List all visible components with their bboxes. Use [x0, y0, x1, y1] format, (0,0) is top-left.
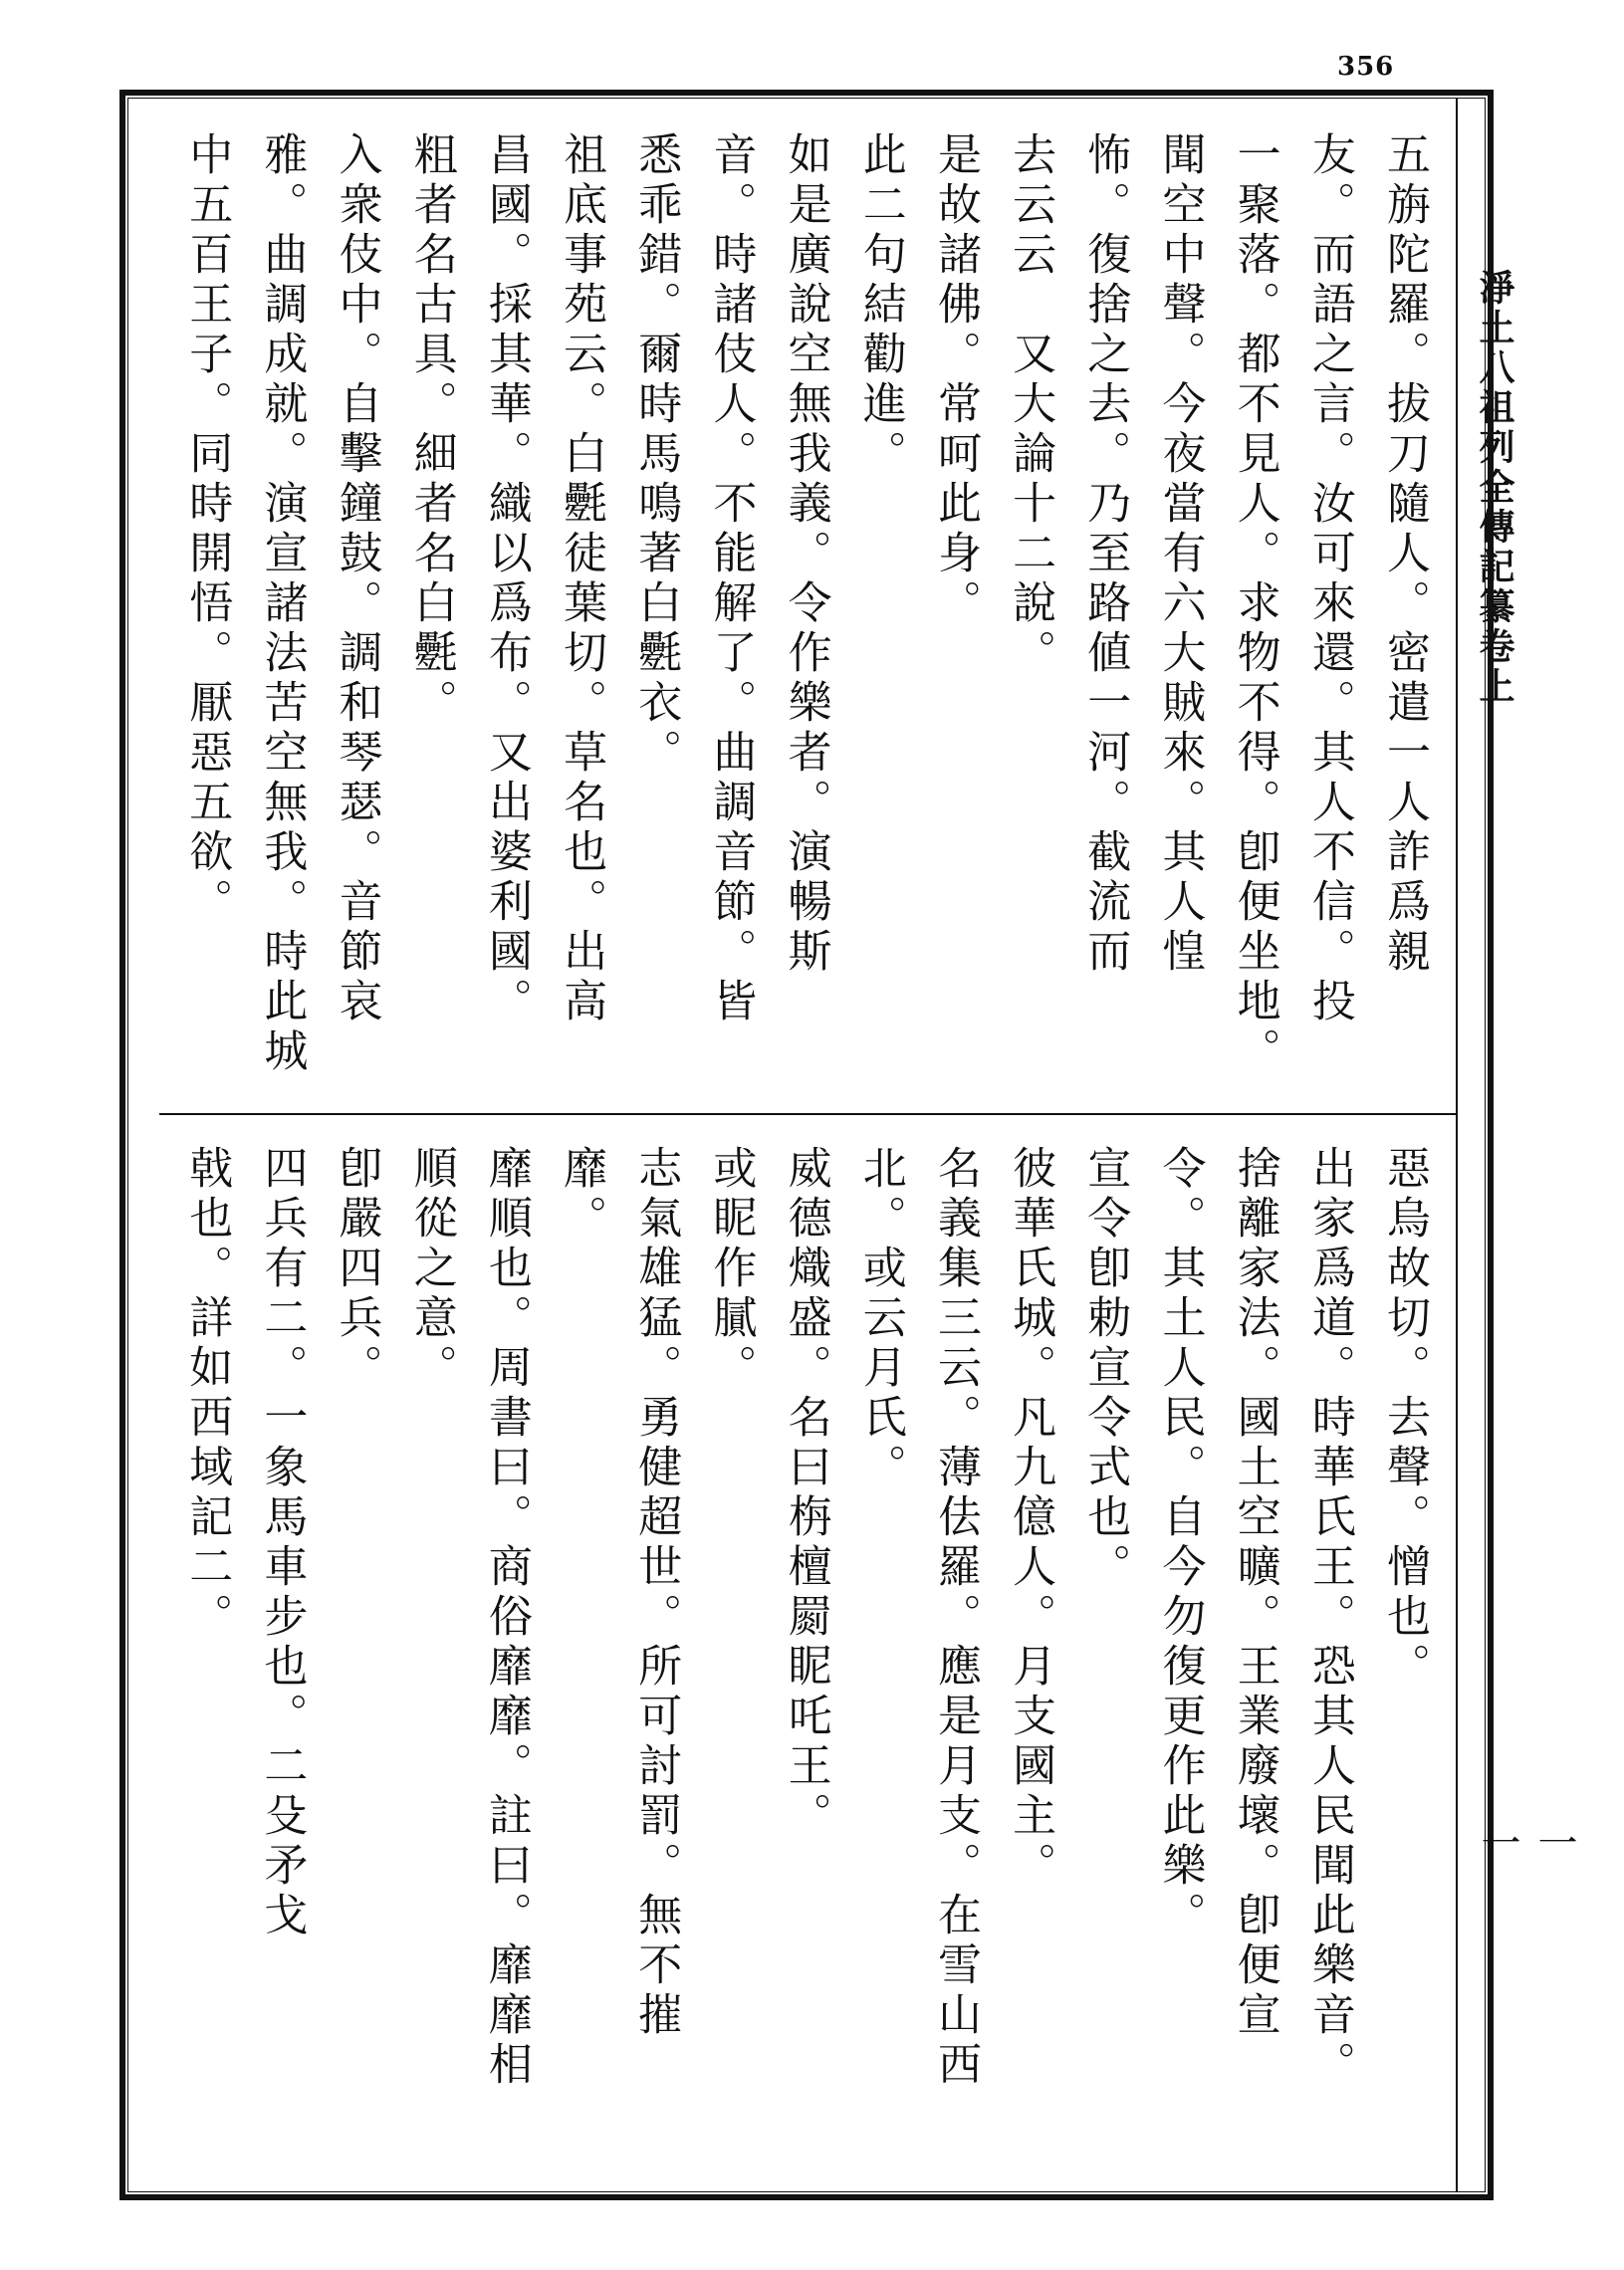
- text-column: 靡順也。周書曰。商俗靡靡。註曰。靡靡相: [480, 1145, 532, 2091]
- text-column: 粗者名古具。細者名白氎。: [405, 131, 457, 729]
- text-column: 順從之意。: [405, 1145, 457, 1394]
- text-area: [169, 110, 1442, 2180]
- lower-text-block: [169, 1145, 1442, 2160]
- text-column: 怖。復捨之去。乃至路値一河。截流而: [1079, 131, 1131, 978]
- sidebar-divider: [1456, 98, 1458, 2192]
- sidebar: [1462, 269, 1577, 1866]
- text-column: 聞空中聲。今夜當有六大賊來。其人惶: [1154, 131, 1206, 978]
- section-divider: [159, 1113, 1456, 1115]
- text-column: 令。其土人民。自今勿復更作此樂。: [1154, 1145, 1206, 1941]
- text-column: 四兵有二。一象馬車步也。二殳矛戈: [256, 1145, 308, 1941]
- text-column: 五旃陀羅。拔刀隨人。密遣一人詐爲親: [1379, 131, 1430, 978]
- text-column: 靡。: [556, 1145, 607, 1245]
- text-column: 彼華氏城。凡九億人。月支國主。: [1005, 1145, 1056, 1892]
- text-column: 去云云 又大論十二說。: [1005, 131, 1056, 679]
- text-column: 北。或云月氏。: [854, 1145, 906, 1493]
- text-column: 祖底事苑云。白氎徒葉切。草名也。出高: [556, 131, 607, 1027]
- text-column: 悉乖錯。爾時馬鳴著白氎衣。: [630, 131, 682, 779]
- upper-text-block: [169, 131, 1442, 1097]
- text-column: 宣令卽勅宣令式也。: [1079, 1145, 1131, 1593]
- text-column: 出家爲道。時華氏王。恐其人民聞此樂音。: [1303, 1145, 1355, 2091]
- text-column: 昌國。採其華。織以爲布。又出婆利國。: [480, 131, 532, 1027]
- text-column: 友。而語之言。汝可來還。其人不信。投: [1303, 131, 1355, 1027]
- text-column: 志氣雄猛。勇健超世。所可討罰。無不摧: [630, 1145, 682, 2041]
- running-title: 淨土八祖列全傳記纂卷上: [1474, 269, 1515, 707]
- text-column: 卽嚴四兵。: [331, 1145, 382, 1394]
- text-column: 戟也。詳如西域記二。: [181, 1145, 233, 1643]
- text-column: 或眤作膩。: [705, 1145, 757, 1394]
- text-column: 名義集三云。薄佉羅。應是月支。在雪山西: [929, 1145, 981, 2091]
- folio-number: 一一: [1475, 1822, 1577, 1866]
- text-column: 捨離家法。國土空曠。王業廢壞。卽便宣: [1229, 1145, 1280, 2041]
- text-column: 音。時諸伎人。不能解了。曲調音節。皆: [705, 131, 757, 1027]
- page-number: 356: [1337, 52, 1395, 82]
- text-column: 入衆伎中。自擊鐘鼓。調和琴瑟。音節哀: [331, 131, 382, 1027]
- text-column: 中五百王子。同時開悟。厭惡五欲。: [181, 131, 233, 928]
- text-column: 威德熾盛。名曰栴檀罽眤吒王。: [780, 1145, 831, 1842]
- text-column: 雅。曲調成就。演宣諸法苦空無我。時此城: [256, 131, 308, 1077]
- text-column: 如是廣說空無我義。令作樂者。演暢斯: [780, 131, 831, 978]
- text-column: 一聚落。都不見人。求物不得。卽便坐地。: [1229, 131, 1280, 1077]
- text-column: 惡烏故切。去聲。憎也。: [1379, 1145, 1430, 1693]
- text-column: 是故諸佛。常呵此身。: [929, 131, 981, 629]
- text-column: 此二句結勸進。: [854, 131, 906, 480]
